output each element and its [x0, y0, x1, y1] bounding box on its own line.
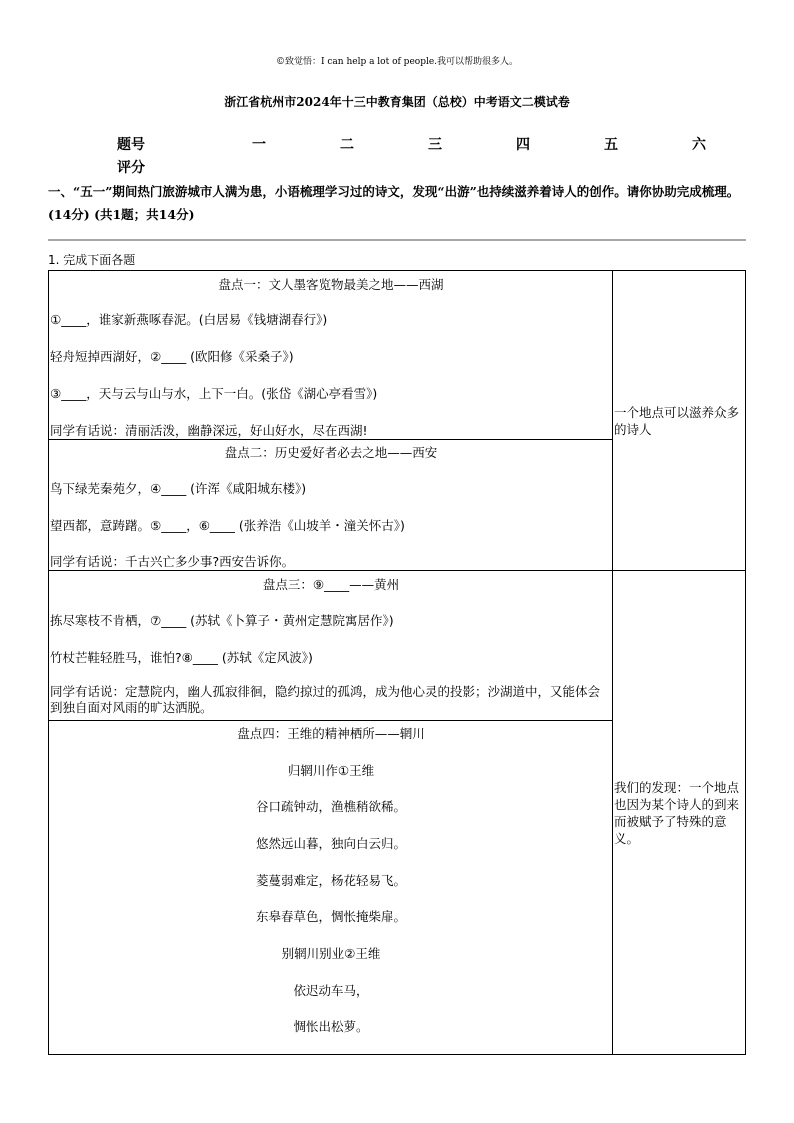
poem1-title: 归辋川作①王维: [287, 763, 375, 778]
score-col-6: 六: [692, 137, 706, 153]
part1-line-2: 轻舟短掉西湖好，②____ (欧阳修《采桑子》): [50, 349, 294, 364]
part1-line-3: ③____，天与云与山与水，上下一白。(张岱《湖心亭看雪》): [50, 386, 378, 401]
divider: [48, 239, 746, 241]
score-header-label: 题号: [117, 137, 145, 153]
poem1-line-4: 东皋春草色，惆怅掩柴扉。: [255, 909, 406, 924]
part3-line-1: 拣尽寒枝不肯栖，⑦____ (苏轼《卜算子・黄州定慧院寓居作》): [50, 613, 394, 628]
poem2-line-2: 惆怅出松萝。: [293, 1019, 369, 1034]
poem1-line-2: 悠然远山暮，独向白云归。: [255, 836, 406, 851]
part2-line-3: 同学有话说：千古兴亡多少事?西安告诉你。: [50, 554, 295, 569]
side-note-1: 一个地点可以滋养众多的诗人: [614, 405, 740, 437]
part3-line-2: 竹杖芒鞋轻胜马，谁怕?⑧____ (苏轼《定风波》): [50, 650, 313, 665]
poem2-line-1: 依迟动车马，: [293, 983, 369, 998]
score-row-label: 评分: [117, 160, 145, 176]
part2-title: 盘点二：历史爱好者必去之地——西安: [224, 445, 438, 460]
side-note-2: 我们的发现：一个地点也因为某个诗人的到来而被赋予了特殊的意义。: [614, 780, 740, 846]
score-col-2: 二: [340, 137, 354, 153]
part1-line-4: 同学有话说：清丽活泼，幽静深远，好山好水，尽在西湖!: [50, 423, 368, 438]
part3-line-3: 同学有话说：定慧院内，幽人孤寂徘徊，隐约掠过的孤鸿，成为他心灵的投影；沙湖道中，又能体会到独自面对风雨的旷达洒脱。: [50, 684, 601, 715]
part4-title: 盘点四：王维的精神栖所——辋川: [237, 726, 425, 741]
part1-title: 盘点一：文人墨客览物最美之地——西湖: [218, 277, 444, 292]
poem1-line-1: 谷口疏钟动，渔樵稍欲稀。: [255, 799, 406, 814]
watermark-text: ©致觉悟：I can help a lot of people.我可以帮助很多人。: [275, 57, 519, 67]
score-col-1: 一: [252, 137, 266, 153]
score-col-4: 四: [516, 137, 530, 153]
section-heading: 一、“五一”期间热门旅游城市人满为患，小语梳理学习过的诗文，发现“出游”也持续滋养着诗人的创作。请你协助完成梳理。(14分) (共1题；共14分): [48, 184, 740, 222]
question-label: 1. 完成下面各题: [48, 253, 136, 267]
poem1-line-3: 菱蔓弱难定，杨花轻易飞。: [255, 873, 406, 888]
part2-line-1: 鸟下绿芜秦苑夕，④____ (许浑《咸阳城东楼》): [50, 481, 307, 496]
part2-line-2: 望西都，意踌躇。⑤____，⑥____ (张养浩《山坡羊・潼关怀古》): [50, 518, 405, 533]
part1-line-1: ①____，谁家新燕啄春泥。(白居易《钱塘湖春行》): [50, 312, 328, 327]
score-col-3: 三: [428, 137, 442, 153]
poem2-title: 别辋川别业②王维: [281, 946, 381, 961]
score-col-5: 五: [604, 137, 618, 153]
part3-title: 盘点三：⑨____——黄州: [262, 577, 400, 592]
exam-title: 浙江省杭州市2024年十三中教育集团（总校）中考语文二模试卷: [224, 95, 570, 109]
